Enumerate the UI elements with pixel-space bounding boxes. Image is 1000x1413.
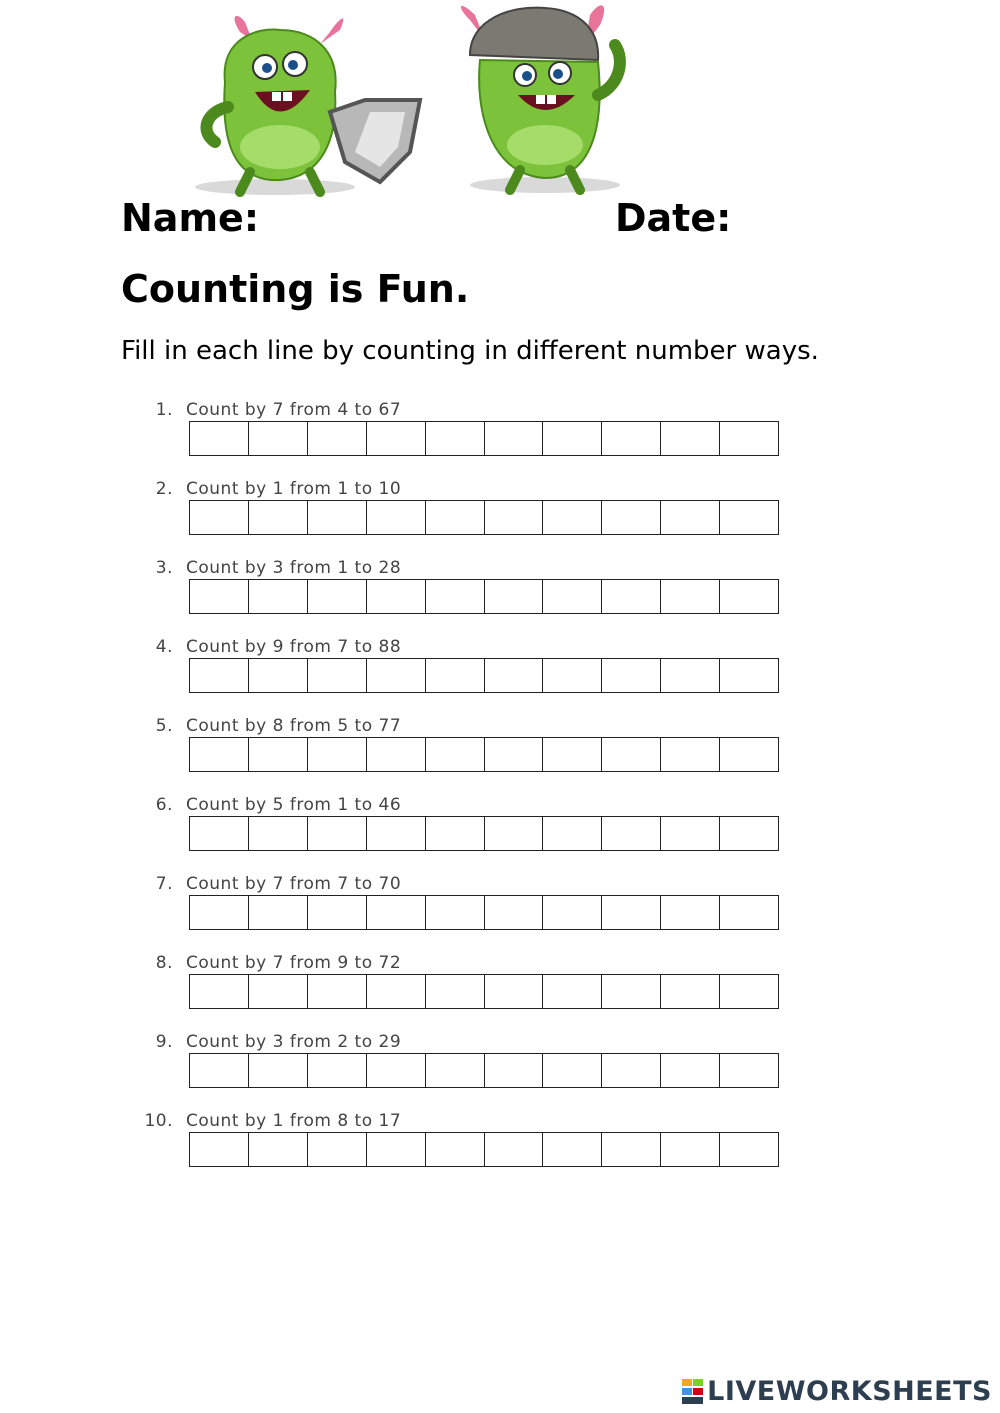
exercise-prompt: Count by 1 from 8 to 17 [186,1111,402,1131]
answer-box[interactable] [190,580,249,613]
exercise-item [0,868,1000,947]
answer-box[interactable] [543,738,602,771]
answer-box-row [189,658,779,693]
answer-box[interactable] [485,501,544,534]
answer-box[interactable] [249,1133,308,1166]
answer-box[interactable] [485,817,544,850]
answer-box[interactable] [661,659,720,692]
exercise-prompt: Count by 3 from 2 to 29 [186,1032,402,1052]
answer-box[interactable] [367,738,426,771]
answer-box[interactable] [602,580,661,613]
answer-box[interactable] [367,501,426,534]
answer-box[interactable] [249,1054,308,1087]
answer-box[interactable] [308,738,367,771]
answer-box[interactable] [308,580,367,613]
answer-box-row [189,579,779,614]
answer-box[interactable] [190,738,249,771]
exercise-number: 6. [155,795,173,815]
exercise-number: 1. [155,400,173,420]
answer-box[interactable] [190,1054,249,1087]
answer-box[interactable] [190,659,249,692]
answer-box[interactable] [543,975,602,1008]
exercise-prompt: Count by 7 from 9 to 72 [186,953,402,973]
answer-box[interactable] [190,975,249,1008]
answer-box[interactable] [308,896,367,929]
answer-box[interactable] [485,580,544,613]
answer-box[interactable] [249,501,308,534]
answer-box[interactable] [543,1054,602,1087]
answer-box-row [189,737,779,772]
answer-box[interactable] [720,659,778,692]
answer-box[interactable] [249,817,308,850]
answer-box-row [189,421,779,456]
answer-box[interactable] [602,738,661,771]
exercise-prompt: Count by 5 from 1 to 46 [186,795,402,815]
exercise-prompt: Count by 3 from 1 to 28 [186,558,402,578]
answer-box[interactable] [602,975,661,1008]
answer-box[interactable] [426,1054,485,1087]
answer-box[interactable] [543,659,602,692]
exercise-number: 9. [155,1032,173,1052]
answer-box[interactable] [602,1054,661,1087]
exercise-item [0,1026,1000,1105]
instructions-text: Fill in each line by counting in different number ways. [121,336,819,366]
answer-box[interactable] [602,896,661,929]
exercise-prompt: Count by 7 from 7 to 70 [186,874,402,894]
exercise-item [0,789,1000,868]
answer-box[interactable] [602,659,661,692]
green-monster-with-helmet-illustration [450,0,640,195]
answer-box[interactable] [249,896,308,929]
answer-box[interactable] [190,501,249,534]
answer-box[interactable] [367,1054,426,1087]
answer-box-row [189,974,779,1009]
answer-box[interactable] [426,422,485,455]
exercise-list [0,394,1000,1184]
exercise-item [0,1105,1000,1184]
answer-box[interactable] [720,580,778,613]
answer-box[interactable] [661,580,720,613]
answer-box[interactable] [485,975,544,1008]
answer-box[interactable] [543,1133,602,1166]
exercise-number: 10. [144,1111,173,1131]
answer-box[interactable] [485,896,544,929]
green-monster-with-shield-illustration [180,12,430,197]
exercise-number: 7. [155,874,173,894]
answer-box[interactable] [602,817,661,850]
answer-box[interactable] [426,1133,485,1166]
answer-box[interactable] [308,422,367,455]
answer-box[interactable] [543,896,602,929]
answer-box[interactable] [308,1133,367,1166]
exercise-number: 4. [155,637,173,657]
exercise-number: 5. [155,716,173,736]
answer-box-row [189,1053,779,1088]
answer-box-row [189,1132,779,1167]
answer-box[interactable] [661,1133,720,1166]
answer-box-row [189,500,779,535]
answer-box[interactable] [249,659,308,692]
answer-box[interactable] [602,1133,661,1166]
answer-box[interactable] [543,580,602,613]
answer-box[interactable] [543,817,602,850]
answer-box[interactable] [720,1133,778,1166]
exercise-number: 8. [155,953,173,973]
answer-box[interactable] [426,501,485,534]
answer-box[interactable] [602,501,661,534]
answer-box[interactable] [367,422,426,455]
answer-box[interactable] [720,738,778,771]
worksheet-title: Counting is Fun. [121,267,470,311]
exercise-number: 3. [155,558,173,578]
answer-box[interactable] [485,1054,544,1087]
liveworksheets-branding [682,1376,992,1407]
answer-box[interactable] [543,501,602,534]
liveworksheets-logo-icon [682,1379,704,1405]
answer-box[interactable] [661,422,720,455]
answer-box[interactable] [367,817,426,850]
answer-box[interactable] [249,422,308,455]
answer-box[interactable] [367,1133,426,1166]
answer-box[interactable] [661,896,720,929]
answer-box[interactable] [367,896,426,929]
answer-box[interactable] [543,422,602,455]
answer-box[interactable] [190,817,249,850]
answer-box[interactable] [426,580,485,613]
answer-box-row [189,895,779,930]
exercise-number: 2. [155,479,173,499]
answer-box[interactable] [367,659,426,692]
answer-box[interactable] [602,422,661,455]
date-label: Date: [615,196,732,240]
answer-box[interactable] [720,1054,778,1087]
exercise-prompt: Count by 8 from 5 to 77 [186,716,402,736]
answer-box[interactable] [720,501,778,534]
answer-box[interactable] [426,659,485,692]
answer-box[interactable] [720,896,778,929]
answer-box[interactable] [367,975,426,1008]
answer-box[interactable] [190,422,249,455]
answer-box[interactable] [367,580,426,613]
answer-box[interactable] [661,817,720,850]
answer-box[interactable] [308,659,367,692]
exercise-prompt: Count by 7 from 4 to 67 [186,400,402,420]
answer-box[interactable] [190,1133,249,1166]
answer-box[interactable] [308,975,367,1008]
exercise-item [0,710,1000,789]
answer-box[interactable] [661,1054,720,1087]
answer-box[interactable] [485,659,544,692]
answer-box[interactable] [190,896,249,929]
exercise-item [0,947,1000,1026]
answer-box[interactable] [661,501,720,534]
exercise-prompt: Count by 9 from 7 to 88 [186,637,402,657]
exercise-item [0,631,1000,710]
answer-box[interactable] [308,817,367,850]
answer-box-row [189,816,779,851]
answer-box[interactable] [720,422,778,455]
answer-box[interactable] [249,738,308,771]
name-label: Name: [121,196,260,240]
brand-text: LIVEWORKSHEETS [707,1376,992,1407]
answer-box[interactable] [661,975,720,1008]
answer-box[interactable] [720,817,778,850]
answer-box[interactable] [308,501,367,534]
answer-box[interactable] [485,1133,544,1166]
exercise-item [0,394,1000,473]
answer-box[interactable] [485,738,544,771]
answer-box[interactable] [426,817,485,850]
exercise-item [0,473,1000,552]
answer-box[interactable] [249,580,308,613]
answer-box[interactable] [720,975,778,1008]
answer-box[interactable] [661,738,720,771]
answer-box[interactable] [249,975,308,1008]
answer-box[interactable] [426,975,485,1008]
answer-box[interactable] [426,738,485,771]
answer-box[interactable] [308,1054,367,1087]
exercise-item [0,552,1000,631]
exercise-prompt: Count by 1 from 1 to 10 [186,479,402,499]
answer-box[interactable] [426,896,485,929]
answer-box[interactable] [485,422,544,455]
